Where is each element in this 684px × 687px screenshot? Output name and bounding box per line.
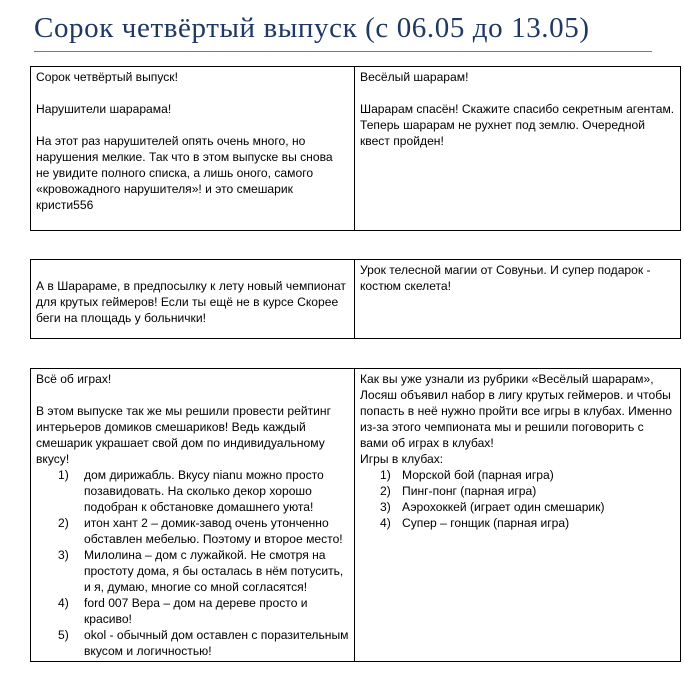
list-item-text: Морской бой (парная игра) [402, 468, 554, 482]
section-body: На этот раз нарушителей опять очень много, но нарушения мелкие. Так что в этом выпуске вы снова не увидите полного списка, а лишь оного, самого «кровожадного нарушителя»! и это смешарик кристи556 [36, 134, 333, 212]
list-number: 2) [380, 484, 391, 498]
title-underline [34, 51, 652, 52]
page-title: Сорок четвёртый выпуск (с 06.05 до 13.05) [34, 12, 590, 44]
list-item [36, 595, 349, 627]
section-championship [31, 260, 355, 339]
list-number: 1) [380, 468, 391, 482]
list-number: 3) [380, 500, 391, 514]
list-item [360, 483, 675, 499]
list-heading: Игры в клубах: [360, 452, 444, 466]
list-number: 4) [58, 596, 69, 610]
section-body: Шарарам спасён! Скажите спасибо секретным агентам. Теперь шарарам не рухнет под землю. Очередной квест пройден! [360, 102, 675, 148]
list-item [360, 499, 675, 515]
section-club-games [355, 369, 681, 662]
house-rating-list [36, 467, 349, 659]
list-item-text: Милолина – дом с лужайкой. Не смотря на простоту дома, я бы осталась в нём потусить, и я, думаю, многие со мной согласятся! [84, 548, 344, 594]
list-item [360, 467, 675, 483]
section-heading: Весёлый шарарам! [360, 70, 469, 84]
news-block-3 [30, 368, 681, 662]
section-fun-shararam [355, 67, 681, 231]
list-item [36, 547, 349, 595]
section-heading: Всё об играх! [36, 372, 112, 386]
list-item [36, 515, 349, 547]
list-item-text: Пинг-понг (парная игра) [402, 484, 537, 498]
list-number: 5) [58, 628, 69, 642]
section-issue-violators [31, 67, 355, 231]
list-number: 1) [58, 468, 69, 482]
list-item [36, 627, 349, 659]
list-item-text: ford 007 Вера – дом на дереве просто и красиво! [84, 596, 308, 626]
news-block-2 [30, 259, 681, 339]
section-heading: Сорок четвёртый выпуск! [36, 70, 178, 84]
section-body: А в Шарараме, в предпосылку к лету новый чемпионат для крутых геймеров! Если ты ещё не в курсе Скорее беги на площадь у больнички! [36, 279, 346, 325]
list-item-text: дом дирижабль. Вкусу nianu можно просто позавидовать. На сколько декор хорошо подобран к обстановке домашнего уюта! [84, 468, 324, 514]
list-number: 2) [58, 516, 69, 530]
section-intro: В этом выпуске так же мы решили провести рейтинг интерьеров домиков смешариков! Ведь каждый смешарик украшает свой дом по индивидуальному вкусу! [36, 404, 331, 466]
list-item-text: Супер – гонщик (парная игра) [402, 516, 570, 530]
list-number: 3) [58, 548, 69, 562]
section-subheading: Нарушители шарарама! [36, 102, 172, 116]
list-item-text: Аэрохоккей (играет один смешарик) [402, 500, 605, 514]
list-item [360, 515, 675, 531]
section-about-games [31, 369, 355, 662]
list-item-text: okol - обычный дом оставлен с поразительным вкусом и логичностью! [84, 628, 349, 658]
list-item [36, 467, 349, 515]
news-block-1 [30, 66, 681, 231]
section-magic-lesson [355, 260, 681, 339]
club-games-list [360, 467, 675, 531]
list-number: 4) [380, 516, 391, 530]
list-item-text: итон хант 2 – домик-завод очень утонченно обставлен мебелью. Поэтому и второе место! [84, 516, 343, 546]
section-intro: Как вы уже узнали из рубрики «Весёлый шарарам», Лосяш объявил набор в лигу крутых геймеров. и чтобы попасть в неё нужно пройти все игры в клубах. Именно из-за этого чемпионата мы и решили поговорить с вами об играх в клубах! [360, 372, 672, 450]
section-body: Урок телесной магии от Совуньи. И супер подарок - костюм скелета! [360, 263, 651, 293]
